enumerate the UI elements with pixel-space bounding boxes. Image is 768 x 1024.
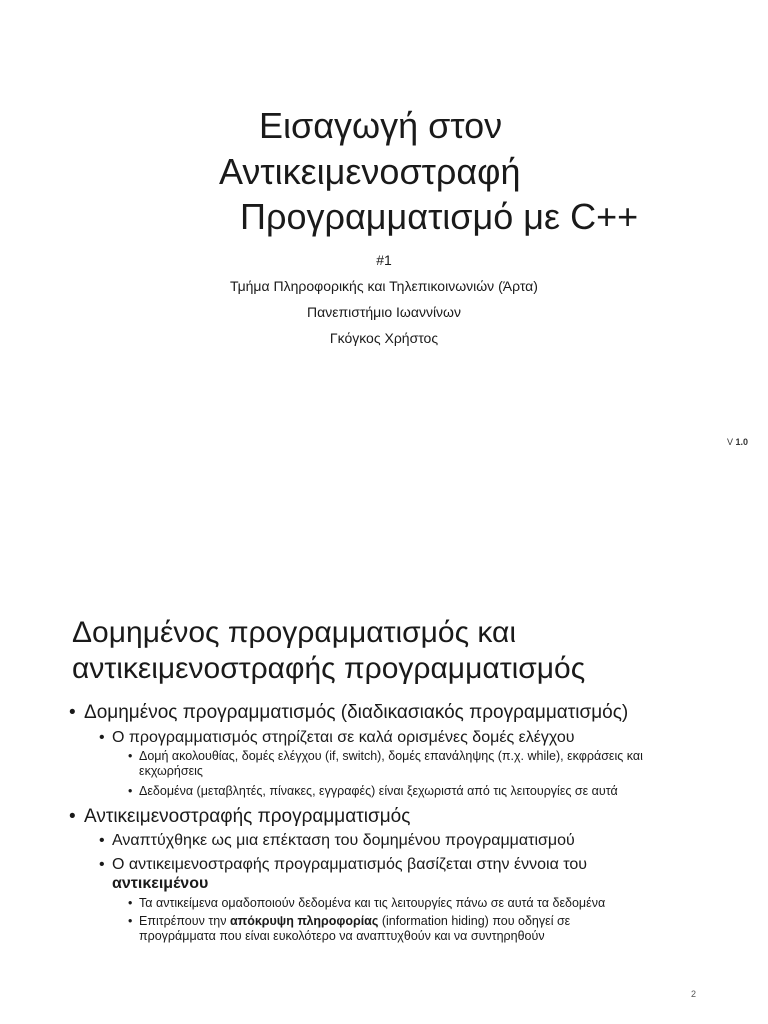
- bullet-oop: • Αντικειμενοστραφής προγραμματισμός: [69, 806, 411, 827]
- content-slide: [0, 565, 768, 1024]
- slide-heading: [72, 615, 732, 687]
- slide-title-line-3: Προγραμματισμό με C++: [240, 196, 639, 237]
- bullet-data-separation: • Δεδομένα (μεταβλητές, πίνακες, εγγραφές) είναι ξεχωριστά από τις λειτουργίες σε αυτά: [128, 784, 618, 798]
- title-slide: [0, 0, 768, 500]
- bullet-dot: •: [128, 784, 133, 798]
- bold-term-information-hiding: απόκρυψη πληροφορίας: [229, 914, 379, 928]
- bullet-dot: •: [99, 729, 105, 746]
- bullet-dot: •: [99, 832, 105, 849]
- bullet-dot: •: [69, 702, 76, 723]
- bullet-information-hiding: • Επιτρέπουν την απόκρυψη πληροφορίας (information hiding) που οδηγεί σε προγράμματα που είναι ευκολότερο να αναπτυχθούν και να συντηρηθούν: [128, 914, 571, 943]
- bold-term-object: αντικειμένου: [112, 875, 209, 892]
- author-label: Γκόγκος Χρήστος: [329, 330, 439, 346]
- bullet-structured-programming: • Δομημένος προγραμματισμός (διαδικασιακός προγραμματισμός): [69, 702, 629, 723]
- university-label: Πανεπιστήμιο Ιωαννίνων: [307, 304, 461, 320]
- bullet-oop-object-concept: • Ο αντικειμενοστραφής προγραμματισμός βασίζεται στην έννοια του αντικειμένου: [99, 856, 588, 892]
- department-label: Τμήμα Πληροφορικής και Τηλεπικοινωνιών (Άρτα): [230, 278, 538, 294]
- slide-heading-line-2: αντικειμενοστραφής προγραμματισμός: [72, 652, 586, 685]
- slide-number-label: #1: [376, 252, 392, 268]
- bullet-dot: •: [99, 856, 105, 873]
- bullet-oop-extension: • Αναπτύχθηκε ως μια επέκταση του δομημένου προγραμματισμού: [99, 832, 575, 849]
- bullet-dot: •: [69, 806, 76, 827]
- bullet-dot: •: [128, 896, 133, 910]
- bullet-dot: •: [128, 749, 133, 763]
- bullet-control-structures: • Ο προγραμματισμός στηρίζεται σε καλά ορισμένες δομές ελέγχου: [99, 729, 575, 746]
- slide-heading-line-1: Δομημένος προγραμματισμός και: [72, 616, 517, 649]
- bullet-dot: •: [128, 914, 133, 928]
- bullet-objects-group-data: • Τα αντικείμενα ομαδοποιούν δεδομένα και τις λειτουργίες πάνω σε αυτά τα δεδομένα: [128, 896, 606, 910]
- slide-title-line-1: Εισαγωγή στον: [259, 105, 503, 146]
- page-number: 2: [690, 989, 696, 999]
- slide-title-line-2: Αντικειμενοστραφή: [219, 151, 521, 192]
- bullet-sequence-structures: • Δομή ακολουθίας, δομές ελέγχου (if, switch), δομές επανάληψης (π.χ. while), εκφράσεις και εκχωρήσεις: [128, 749, 643, 778]
- version-label: V 1.0: [726, 437, 748, 447]
